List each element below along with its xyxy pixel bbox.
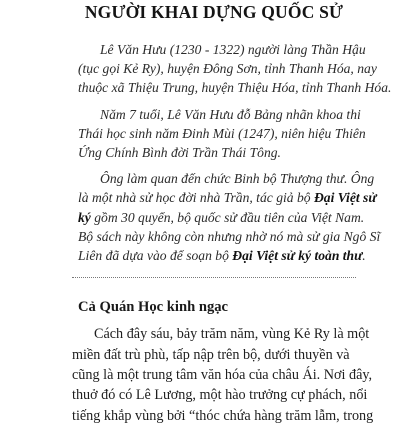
chapter-title: NGƯỜI KHAI DỰNG QUỐC SỬ bbox=[84, 2, 344, 22]
text-line: thuộc xã Thiệu Trung, huyện Thiệu Hóa, tỉnh Thanh Hóa. bbox=[78, 80, 392, 96]
intro-block bbox=[72, 40, 392, 265]
intro-paragraph-1 bbox=[78, 40, 392, 98]
text-segment: là một nhà sử học đời nhà Trần, tác giả bộ bbox=[78, 190, 314, 206]
intro-paragraph-2 bbox=[78, 105, 366, 163]
section-divider bbox=[72, 277, 356, 278]
intro-paragraph-3 bbox=[78, 169, 381, 265]
text-line: (tục gọi Kẻ Ry), huyện Đông Sơn, tỉnh Thanh Hóa, nay bbox=[78, 61, 377, 77]
text-line: Ông làm quan đến chức Binh bộ Thượng thư. Ông bbox=[100, 171, 375, 187]
text-line: Năm 7 tuổi, Lê Văn Hưu đỗ Bảng nhãn khoa thi bbox=[100, 106, 361, 122]
text-segment: Liên đã dựa vào để soạn bộ bbox=[78, 248, 233, 264]
text-segment: . bbox=[362, 248, 366, 264]
text-line: thuở đó có Lê Lương, một hào trưởng cự phách, nổi bbox=[72, 387, 368, 404]
text-line: tiếng khắp vùng bởi “thóc chứa hàng trăm lẫm, trong bbox=[72, 407, 374, 424]
section-heading: Cả Quán Học kinh ngạc bbox=[78, 299, 229, 316]
text-line: Thái học sinh năm Đinh Mùi (1247), niên hiệu Thiên bbox=[78, 125, 366, 141]
text-line: cũng là một trung tâm văn hóa của châu Ái. Nơi đây, bbox=[72, 367, 373, 384]
text-line: Bộ sách này không còn nhưng nhờ nó mà sử gia Ngô Sĩ bbox=[78, 228, 381, 244]
book-title-emphasis: ký bbox=[78, 209, 91, 225]
text-line bbox=[78, 246, 366, 265]
text-line bbox=[78, 208, 365, 227]
section-body bbox=[72, 324, 374, 426]
text-line: Ứng Chính Bình đời Trần Thái Tông. bbox=[78, 145, 281, 161]
text-line: Cách đây sáu, bảy trăm năm, vùng Kẻ Ry là một bbox=[94, 326, 370, 343]
text-segment: gồm 30 quyển, bộ quốc sử đầu tiên của Việt Nam. bbox=[90, 209, 365, 225]
book-title-emphasis: Đại Việt sử bbox=[313, 190, 377, 206]
text-line: miền đất trù phù, tấp nập trên bộ, dưới thuyền và bbox=[72, 346, 350, 363]
book-title-emphasis: Đại Việt sử ký toàn thư bbox=[232, 248, 363, 264]
text-line bbox=[78, 188, 377, 207]
text-line: Lê Văn Hưu (1230 - 1322) người làng Thần Hậu bbox=[100, 42, 366, 57]
